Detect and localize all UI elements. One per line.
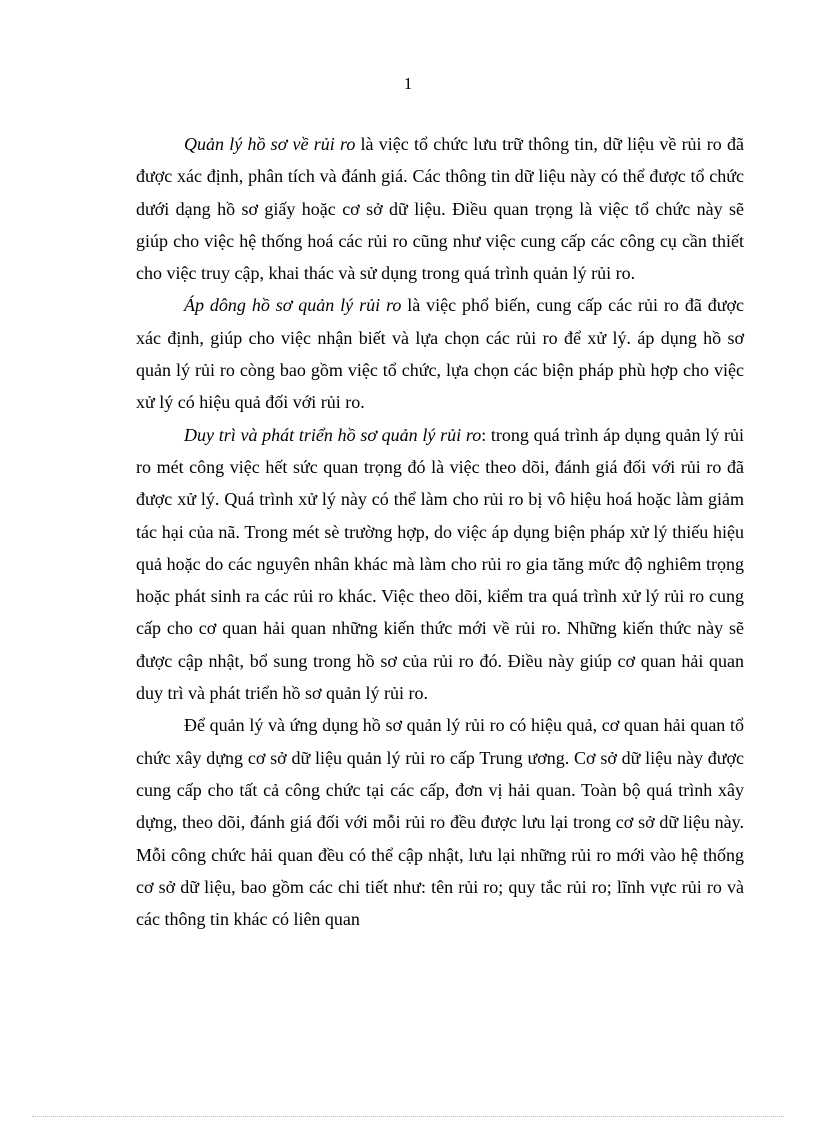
paragraph-text: là việc tổ chức lưu trữ thông tin, dữ liệu về rủi ro đã được xác định, phân tích và đánh giá. Các thông tin dữ liệu này có thể được tổ chức dưới dạng hồ sơ giấy hoặc cơ sở dữ liệu. Điều quan trọng là việc tổ chức này sẽ giúp cho việc hệ thống hoá các rủi ro cũng như việc cung cấp các công cụ cần thiết cho việc truy cập, khai thác và sử dụng trong quá trình quản lý rủi ro. (136, 134, 745, 284)
paragraph-lead-term: Quản lý hồ sơ về rủi ro (184, 134, 356, 154)
paragraph-text: là việc phổ biến, cung cấp các rủi ro đã được xác định, giúp cho việc nhận biết và lựa chọn các rủi ro để xử lý. áp dụng hồ sơ quản lý rủi ro còng bao gồm việc tổ chức, lựa chọn các biện pháp phù hợp cho việc xử lý có hiệu quả đối với rủi ro. (136, 295, 744, 413)
paragraph (136, 419, 744, 710)
page-bottom-divider (32, 1116, 784, 1117)
page-number: 1 (403, 74, 413, 93)
paragraph-lead-term: Duy trì và phát triển hồ sơ quản lý rủi ro (184, 424, 482, 445)
paragraph-lead-term: Áp dông hồ sơ quản lý rủi ro (184, 295, 402, 316)
paragraph (136, 709, 744, 935)
body-text (136, 128, 744, 935)
paragraph-text: : trong quá trình áp dụng quản lý rủi ro mét công việc hết sức quan trọng đó là việc theo dõi, đánh giá đối với rủi ro đã được xử lý. Quá trình xử lý này có thể làm cho rủi ro bị vô hiệu hoá hoặc làm giảm tác hại của nã. Trong mét sè trường hợp, do việc áp dụng biện pháp xử lý thiếu hiệu quả hoặc do các nguyên nhân khác mà làm cho rủi ro gia tăng mức độ nghiêm trọng hoặc phát sinh ra các rủi ro khác. Việc theo dõi, kiểm tra quá trình xử lý rủi ro cung cấp cho cơ quan hải quan những kiến thức mới về rủi ro. Những kiến thức này sẽ được cập nhật, bổ sung trong hồ sơ của rủi ro đó. Điều này giúp cơ quan hải quan duy trì và phát triển hồ sơ quản lý rủi ro. (136, 424, 744, 704)
paragraph (136, 289, 744, 418)
paragraph (136, 128, 744, 289)
paragraph-text: Để quản lý và ứng dụng hồ sơ quản lý rủi ro có hiệu quả, cơ quan hải quan tổ chức xây dựng cơ sở dữ liệu quản lý rủi ro cấp Trung ương. Cơ sở dữ liệu này được cung cấp cho tất cả công chức tại các cấp, đơn vị hải quan. Toàn bộ quá trình xây dựng, theo dõi, đánh giá đối với mỗi rủi ro đều được lưu lại trong cơ sở dữ liệu này. Mỗi công chức hải quan đều có thể cập nhật, lưu lại những rủi ro mới vào hệ thống cơ sở dữ liệu, bao gồm các chi tiết như: tên rủi ro; quy tắc rủi ro; lĩnh vực rủi ro và các thông tin khác có liên quan (136, 715, 744, 930)
